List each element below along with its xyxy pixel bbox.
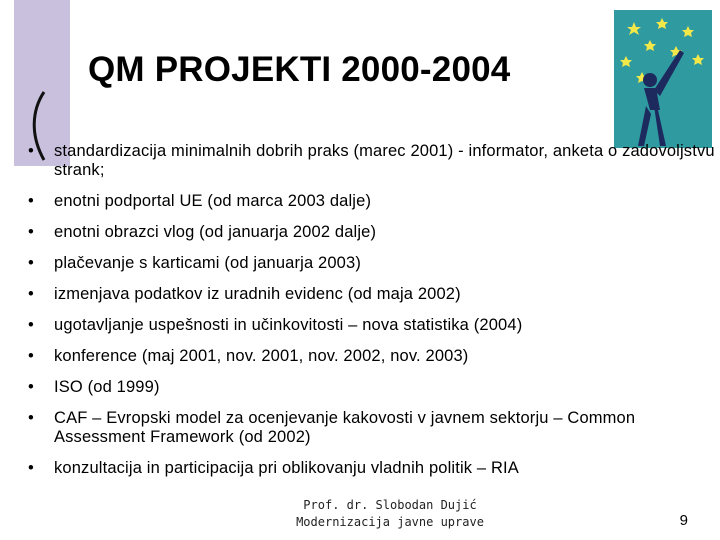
figure-reaching-stars-icon — [614, 10, 712, 148]
list-item — [26, 409, 716, 447]
list-item — [26, 378, 716, 397]
bullet-text: CAF – Evropski model za ocenjevanje kakovosti v javnem sektorju – Common Assessment Framework (od 2002) — [54, 409, 636, 446]
bullet-marker: • — [28, 459, 34, 477]
bullet-marker: • — [28, 192, 34, 210]
footer-course: Modernizacija javne uprave — [296, 515, 484, 529]
bullet-text: konference (maj 2001, nov. 2001, nov. 2002, nov. 2003) — [54, 347, 469, 365]
list-item — [26, 316, 716, 335]
bullet-list — [26, 142, 716, 490]
bullet-text: plačevanje s karticami (od januarja 2003) — [54, 254, 361, 272]
bullet-marker: • — [28, 142, 34, 160]
bullet-text: ISO (od 1999) — [54, 378, 160, 396]
footer-author: Prof. dr. Slobodan Dujić — [303, 498, 477, 512]
list-item — [26, 142, 716, 180]
list-item — [26, 254, 716, 273]
slide-footer — [290, 497, 490, 531]
list-item — [26, 347, 716, 366]
bullet-text: enotni obrazci vlog (od januarja 2002 dalje) — [54, 223, 377, 241]
bullet-text: standardizacija minimalnih dobrih praks (marec 2001) - informator, anketa o zadovoljstvu strank; — [54, 142, 715, 179]
list-item — [26, 459, 716, 478]
list-item — [26, 192, 716, 211]
bullet-marker: • — [28, 378, 34, 396]
bullet-text: enotni podportal UE (od marca 2003 dalje) — [54, 192, 372, 210]
slide-title: QM PROJEKTI 2000-2004 — [88, 50, 511, 89]
list-item — [26, 223, 716, 242]
page-number: 9 — [679, 512, 688, 529]
bullet-marker: • — [28, 409, 34, 427]
list-item — [26, 285, 716, 304]
bullet-text: konzultacija in participacija pri oblikovanju vladnih politik – RIA — [54, 459, 519, 477]
bullet-marker: • — [28, 223, 34, 241]
bullet-text: izmenjava podatkov iz uradnih evidenc (od maja 2002) — [54, 285, 461, 303]
bullet-marker: • — [28, 285, 34, 303]
bullet-marker: • — [28, 254, 34, 272]
bullet-text: ugotavljanje uspešnosti in učinkovitosti – nova statistika (2004) — [54, 316, 523, 334]
bullet-marker: • — [28, 316, 34, 334]
bullet-marker: • — [28, 347, 34, 365]
